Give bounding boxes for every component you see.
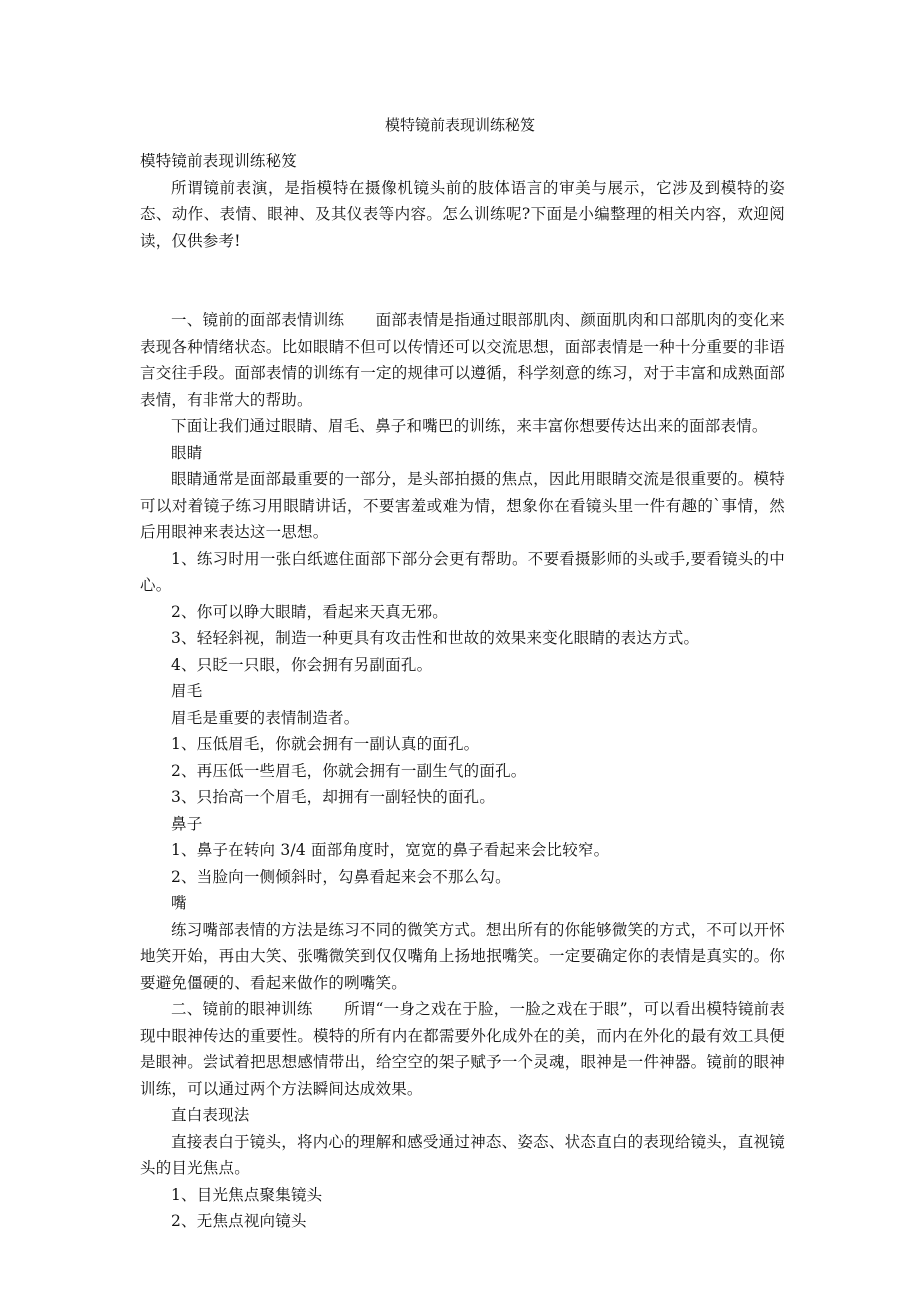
heading-eyes: 眼睛 (171, 443, 203, 462)
document-body (140, 148, 785, 1235)
intro-paragraph: 所谓镜前表演，是指模特在摄像机镜头前的肢体语言的审美与展示，它涉及到模特的姿态、动作、表情、眼神、及其仪表等内容。怎么训练呢?下面是小编整理的相关内容，欢迎阅读，仅供参考! (140, 178, 785, 250)
heading-nose: 鼻子 (171, 814, 203, 833)
nose-item-1: 1、鼻子在转向 3/4 面部角度时，宽宽的鼻子看起来会比较窄。 (171, 841, 610, 859)
mouth-paragraph: 练习嘴部表情的方法是练习不同的微笑方式。想出所有的你能够微笑的方式，不可以开怀地笑开始，再由大笑、张嘴微笑到仅仅嘴角上扬地抿嘴笑。一定要确定你的表情是真实的。你要避免僵硬的、看起来做作的咧嘴笑。 (140, 920, 785, 992)
eyes-item-4: 4、只眨一只眼，你会拥有另副面孔。 (171, 655, 433, 674)
heading-mouth: 嘴 (171, 894, 187, 912)
heading-direct-method: 直白表现法 (171, 1106, 250, 1124)
subtitle: 模特镜前表现训练秘笈 (140, 152, 298, 170)
section-1-paragraph: 一、镜前的面部表情训练 面部表情是指通过眼部肌肉、颜面肌肉和口部肌肉的变化来表现各种情绪状态。比如眼睛不但可以传情还可以交流思想，面部表情是一种十分重要的非语言交往手段。面部表情的训练有一定的规律可以遵循，科学刻意的练习，对于丰富和成熟面部表情，有非常大的帮助。 (140, 311, 785, 409)
eyes-item-3: 3、轻轻斜视，制造一种更具有攻击性和世故的效果来变化眼睛的表达方式。 (171, 629, 700, 647)
heading-eyebrows: 眉毛 (171, 682, 203, 700)
direct-method-paragraph: 直接表白于镜头，将内心的理解和感受通过神态、姿态、状态直白的表现给镜头，直视镜头的目光焦点。 (140, 1132, 785, 1177)
nose-item-2: 2、当脸向一侧倾斜时，勾鼻看起来会不那么勾。 (171, 867, 511, 886)
eyes-item-2: 2、你可以睁大眼睛，看起来天真无邪。 (171, 602, 448, 621)
eyebrows-item-3: 3、只抬高一个眉毛，却拥有一副轻快的面孔。 (171, 788, 496, 806)
eyes-paragraph: 眼睛通常是面部最重要的一部分，是头部拍摄的焦点，因此用眼睛交流是很重要的。模特可以对着镜子练习用眼睛讲话，不要害羞或难为情，想象你在看镜头里一件有趣的`事情，然后用眼神来表达这一思想。 (140, 470, 785, 541)
eyes-item-1: 1、练习时用一张白纸遮住面部下部分会更有帮助。不要看摄影师的头或手,要看镜头的中心。 (140, 549, 785, 594)
section-1-lead: 下面让我们通过眼睛、眉毛、鼻子和嘴巴的训练，来丰富你想要传达出来的面部表情。 (171, 417, 768, 435)
document-title: 模特镜前表现训练秘笈 (384, 116, 535, 134)
section-2-paragraph: 二、镜前的眼神训练 所谓“一身之戏在于脸，一脸之戏在于眼”，可以看出模特镜前表现中眼神传达的重要性。模特的所有内在都需要外化成外在的美，而内在外化的最有效工具便是眼神。尝试着把思想感情带出，给空空的架子赋予一个灵魂，眼神是一件神器。镜前的眼神训练，可以通过两个方法瞬间达成效果。 (140, 1000, 785, 1098)
eyebrows-item-1: 1、压低眉毛，你就会拥有一副认真的面孔。 (171, 735, 480, 753)
direct-method-item-1: 1、目光焦点聚集镜头 (171, 1185, 323, 1204)
eyebrows-paragraph: 眉毛是重要的表情制造者。 (171, 708, 360, 727)
blank-spacer (140, 254, 785, 307)
direct-method-item-2: 2、无焦点视向镜头 (171, 1212, 307, 1230)
eyebrows-item-2: 2、再压低一些眉毛，你就会拥有一副生气的面孔。 (171, 761, 527, 780)
